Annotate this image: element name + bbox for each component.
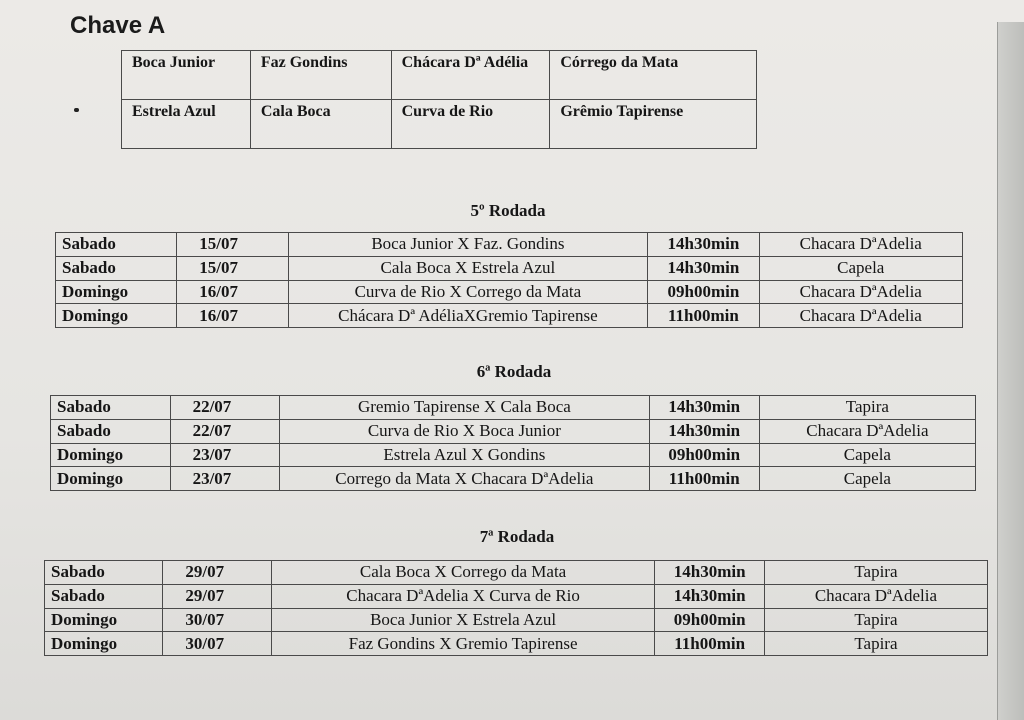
match-cell: Boca Junior X Estrela Azul — [271, 608, 655, 632]
day-cell: Domingo — [56, 304, 177, 328]
venue-cell: Capela — [759, 256, 962, 280]
venue-cell: Chacara DªAdelia — [759, 280, 962, 304]
time-cell: 09h00min — [648, 280, 759, 304]
date-cell: 16/07 — [177, 304, 288, 328]
group-row — [122, 51, 757, 100]
time-cell: 14h30min — [648, 233, 759, 257]
match-cell: Boca Junior X Faz. Gondins — [288, 233, 648, 257]
fixture-row — [45, 561, 988, 585]
time-cell: 14h30min — [649, 396, 759, 420]
day-cell: Domingo — [51, 467, 171, 491]
fixture-row — [51, 443, 976, 467]
venue-cell: Tapira — [764, 561, 987, 585]
venue-cell: Capela — [759, 467, 975, 491]
date-cell: 29/07 — [163, 584, 271, 608]
date-cell: 22/07 — [170, 396, 280, 420]
match-cell: Faz Gondins X Gremio Tapirense — [271, 632, 655, 656]
team-cell: Faz Gondins — [250, 51, 391, 100]
round-title: 5º Rodada — [470, 201, 546, 220]
day-cell: Domingo — [45, 608, 163, 632]
date-cell: 15/07 — [177, 233, 288, 257]
team-cell: Boca Junior — [122, 51, 251, 100]
time-cell: 11h00min — [649, 467, 759, 491]
round-schedule-table — [55, 232, 963, 328]
match-cell: Cala Boca X Estrela Azul — [288, 256, 648, 280]
fixture-row — [45, 608, 988, 632]
day-cell: Domingo — [56, 280, 177, 304]
time-cell: 14h30min — [648, 256, 759, 280]
venue-cell: Chacara DªAdelia — [759, 233, 962, 257]
fixture-row — [56, 233, 963, 257]
round-title: 7ª Rodada — [479, 527, 555, 546]
date-cell: 23/07 — [170, 443, 280, 467]
match-cell: Curva de Rio X Boca Junior — [280, 419, 650, 443]
date-cell: 29/07 — [163, 561, 271, 585]
team-cell: Chácara Dª Adélia — [391, 51, 550, 100]
venue-cell: Capela — [759, 443, 975, 467]
venue-cell: Tapira — [764, 608, 987, 632]
match-cell: Corrego da Mata X Chacara DªAdelia — [280, 467, 650, 491]
date-cell: 16/07 — [177, 280, 288, 304]
venue-cell: Tapira — [764, 632, 987, 656]
match-cell: Curva de Rio X Corrego da Mata — [288, 280, 648, 304]
match-cell: Chacara DªAdelia X Curva de Rio — [271, 584, 655, 608]
day-cell: Sabado — [56, 233, 177, 257]
day-cell: Sabado — [45, 584, 163, 608]
fixture-row — [56, 304, 963, 328]
team-cell: Córrego da Mata — [550, 51, 757, 100]
time-cell: 11h00min — [648, 304, 759, 328]
day-cell: Domingo — [45, 632, 163, 656]
fixture-row — [45, 584, 988, 608]
fixture-row — [51, 396, 976, 420]
date-cell: 15/07 — [177, 256, 288, 280]
day-cell: Sabado — [51, 396, 171, 420]
day-cell: Domingo — [51, 443, 171, 467]
date-cell: 30/07 — [163, 608, 271, 632]
round-schedule-table — [44, 560, 988, 656]
fixture-row — [56, 280, 963, 304]
round-title: 6ª Rodada — [476, 362, 552, 381]
match-cell: Estrela Azul X Gondins — [280, 443, 650, 467]
round-schedule-table — [50, 395, 976, 491]
fixture-row — [51, 467, 976, 491]
page-edge — [997, 22, 1024, 720]
group-row — [122, 100, 757, 149]
match-cell: Chácara Dª AdéliaXGremio Tapirense — [288, 304, 648, 328]
day-cell: Sabado — [51, 419, 171, 443]
time-cell: 14h30min — [655, 584, 764, 608]
group-teams-table — [121, 50, 757, 149]
venue-cell: Tapira — [759, 396, 975, 420]
venue-cell: Chacara DªAdelia — [759, 304, 962, 328]
date-cell: 23/07 — [170, 467, 280, 491]
fixture-row — [45, 632, 988, 656]
fixture-row — [51, 419, 976, 443]
time-cell: 09h00min — [655, 608, 764, 632]
time-cell: 09h00min — [649, 443, 759, 467]
group-heading: Chave A — [70, 12, 166, 39]
venue-cell: Chacara DªAdelia — [759, 419, 975, 443]
date-cell: 30/07 — [163, 632, 271, 656]
match-cell: Gremio Tapirense X Cala Boca — [280, 396, 650, 420]
team-cell: Grêmio Tapirense — [550, 100, 757, 149]
venue-cell: Chacara DªAdelia — [764, 584, 987, 608]
day-cell: Sabado — [45, 561, 163, 585]
time-cell: 11h00min — [655, 632, 764, 656]
team-cell: Curva de Rio — [391, 100, 550, 149]
fixture-row — [56, 256, 963, 280]
time-cell: 14h30min — [655, 561, 764, 585]
date-cell: 22/07 — [170, 419, 280, 443]
match-cell: Cala Boca X Corrego da Mata — [271, 561, 655, 585]
ink-mark — [74, 108, 79, 112]
day-cell: Sabado — [56, 256, 177, 280]
team-cell: Estrela Azul — [122, 100, 251, 149]
time-cell: 14h30min — [649, 419, 759, 443]
team-cell: Cala Boca — [250, 100, 391, 149]
